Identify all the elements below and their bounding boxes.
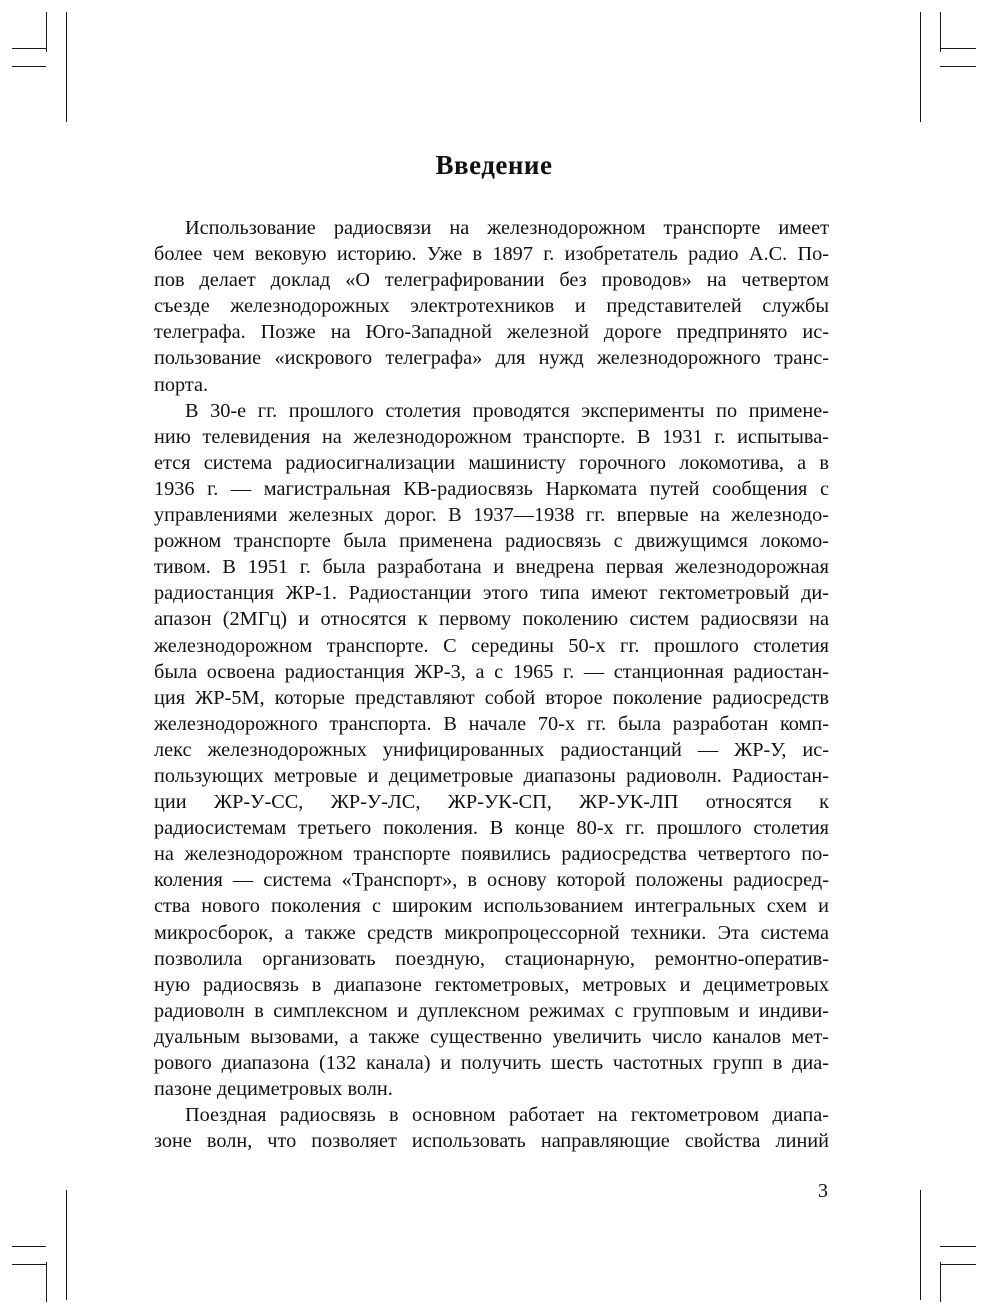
crop-mark — [12, 48, 46, 49]
text-line: 1936 г. — магистральная КВ-радиосвязь Наркомата путей сообщения с — [154, 477, 829, 500]
crop-mark — [66, 1190, 67, 1300]
crop-mark — [940, 1262, 941, 1302]
crop-mark — [12, 1246, 46, 1247]
body-text — [154, 215, 829, 1154]
text-line: ция ЖР-5М, которые представляют собой второе поколение радиосредств — [154, 686, 829, 709]
crop-mark — [940, 1264, 976, 1265]
text-line: дуальным вызовами, а также существенно увеличить число каналов мет- — [154, 1025, 829, 1048]
text-line: радиосистемам третьего поколения. В конце 80-х гг. прошлого столетия — [154, 817, 829, 840]
text-line: Использование радиосвязи на железнодорожном транспорте имеет — [185, 217, 829, 239]
text-line: телеграфа. Позже на Юго-Западной железной дороге предпринято ис- — [154, 321, 829, 344]
crop-mark — [12, 66, 46, 67]
text-line: железнодорожного транспорта. В начале 70-х гг. была разработан комп- — [154, 712, 829, 735]
text-line: ства нового поколения с широким использованием интегральных схем и — [154, 895, 829, 918]
crop-mark — [12, 1264, 46, 1265]
text-line: коления — система «Транспорт», в основу которой положены радиосред- — [154, 869, 829, 892]
text-line: ную радиосвязь в диапазоне гектометровых, метровых и дециметровых — [154, 973, 829, 996]
crop-mark — [46, 12, 47, 52]
text-line: на железнодорожном транспорте появились радиосредства четвертого по- — [154, 843, 829, 866]
text-line: ется система радиосигнализации машинисту горочного локомотива, а в — [154, 451, 829, 474]
text-line: лекс железнодорожных унифицированных радиостанций — ЖР-У, ис- — [154, 738, 829, 761]
crop-mark — [940, 1246, 976, 1247]
text-line: пользование «искрового телеграфа» для нужд железнодорожного транс- — [154, 347, 829, 370]
text-line: пов делает доклад «О телеграфировании без проводов» на четвертом — [154, 269, 829, 292]
text-line: тивом. В 1951 г. была разработана и внедрена первая железнодорожная — [154, 556, 829, 579]
crop-mark — [940, 48, 976, 49]
text-line: железнодорожном транспорте. С середины 50-х гг. прошлого столетия — [154, 634, 829, 657]
text-line: нию телевидения на железнодорожном транспорте. В 1931 г. испытыва- — [154, 425, 829, 448]
crop-mark — [920, 12, 921, 122]
text-line: порта. — [154, 373, 209, 396]
text-line: В 30-е гг. прошлого столетия проводятся эксперименты по примене- — [185, 399, 829, 422]
crop-mark — [940, 66, 976, 67]
page-number: 3 — [818, 1180, 828, 1202]
text-line: зоне волн, что позволяет использовать направляющие свойства линий — [154, 1130, 829, 1153]
text-line: апазон (2МГц) и относятся к первому поколению систем радиосвязи на — [154, 608, 829, 631]
text-line: микросборок, а также средств микропроцессорной техники. Эта система — [154, 921, 829, 944]
text-line: ции ЖР-У-СС, ЖР-У-ЛС, ЖР-УК-СП, ЖР-УК-ЛП относятся к — [154, 791, 829, 814]
crop-mark — [940, 12, 941, 52]
text-line: управлениями железных дорог. В 1937—1938 гг. впервые на железнодо- — [154, 504, 829, 527]
text-line: радиоволн в симплексном и дуплексном режимах с групповым и индиви- — [154, 999, 829, 1022]
crop-mark — [920, 1190, 921, 1300]
text-line: была освоена радиостанция ЖР-3, а с 1965 г. — станционная радиостан- — [154, 660, 829, 683]
text-line: Поездная радиосвязь в основном работает на гектометровом диапа- — [185, 1104, 829, 1127]
text-line: более чем вековую историю. Уже в 1897 г. изобретатель радио А.С. По- — [154, 243, 829, 266]
text-line: пользующих метровые и дециметровые диапазоны радиоволн. Радиостан- — [154, 764, 829, 787]
page-title: Введение — [435, 150, 553, 180]
text-line: пазоне дециметровых волн. — [154, 1078, 393, 1101]
crop-mark — [66, 12, 67, 122]
text-line: рового диапазона (132 канала) и получить шесть частотных групп в диа- — [154, 1052, 829, 1074]
text-line: позволила организовать поездную, стационарную, ремонтно-оператив- — [154, 947, 829, 970]
crop-mark — [46, 1262, 47, 1302]
text-line: съезде железнодорожных электротехников и представителей службы — [154, 295, 829, 318]
text-line: радиостанция ЖР-1. Радиостанции этого типа имеют гектометровый ди- — [154, 582, 829, 605]
text-line: рожном транспорте была применена радиосвязь с движущимся локомо- — [154, 530, 829, 553]
